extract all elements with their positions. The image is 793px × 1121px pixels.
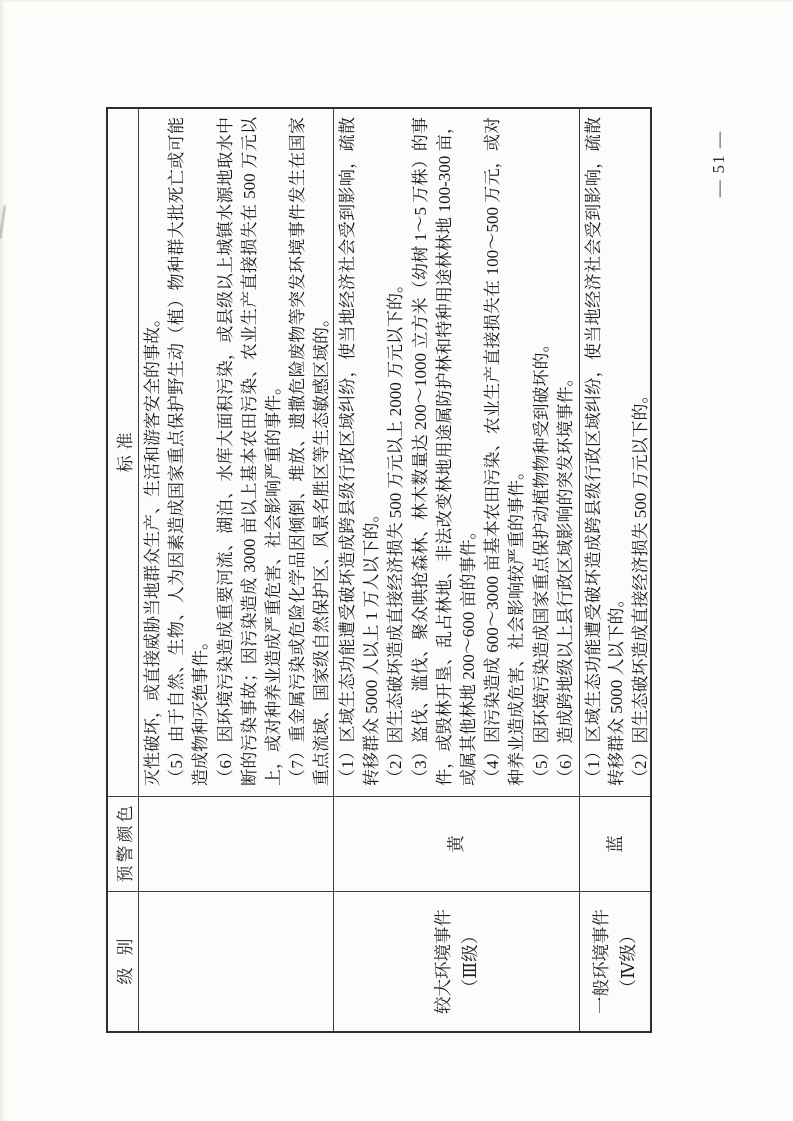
warning-color-cell-blue: 蓝: [580, 796, 650, 891]
standard-cell-continuation: [139, 109, 334, 796]
standard-item: （5）由于自然、生物、人为因素造成国家重点保护野生动（植）物种群大批死亡或可能造成物种灭绝事件。: [167, 117, 211, 786]
standard-item: （1）区域生态功能遭受破坏造成跨县级行政区域纠纷，使当地经济社会受到影响，疏散转移群众 5000 人以上 1 万人以下的。: [338, 117, 382, 786]
standard-item: （4）因污染造成 600～3000 亩基本农田污染、农业生产直接损失在 100～500 万元，或对种养业造成危害、社会影响较严重的事件。: [483, 117, 527, 786]
level-cell-continuation: [139, 891, 334, 1031]
standard-item: （5）因环境污染造成国家重点保护动植物物种受到破坏的。: [531, 335, 551, 786]
standard-item: （3）盗伐、滥伐、聚众哄抢森林、林木数量达 200～1000 立方米（幼树 1～5 万株）的事件，或毁林开垦、乱占林地、非法改变林地用途属防护林和特种用途林林地 100-300 亩，或属其他林地 200～600 亩的事件。: [410, 117, 479, 786]
header-standard: 标准: [108, 109, 139, 796]
header-level: 级别: [108, 891, 139, 1031]
standard-item: （1）区域生态功能遭受破坏造成跨县级行政区域纠纷，使当地经济社会受到影响，疏散转移群众 5000 人以下的。: [584, 117, 627, 786]
warning-color-cell-yellow: 黄: [334, 796, 580, 891]
incident-classification-table: [106, 107, 652, 1033]
level-name: 较大环境事件: [432, 909, 453, 1014]
standard-item: （6）造成跨地级以上县行政区域影响的突发环境事件。: [555, 369, 575, 786]
standard-item: （7）重金属污染或危险化学品因倾倒、堆放、遗撒危险废物等突发环境事件发生在国家重点流域、国家级自然保护区、风景名胜区等生态敏感区域的。: [288, 117, 332, 786]
page-number: — 51 —: [709, 130, 728, 197]
level-grade: （Ⅳ级）: [618, 926, 638, 997]
warning-color-cell-continuation: [139, 796, 334, 891]
header-warning-color: 预警颜色: [108, 796, 139, 891]
standard-cell-iii: [334, 109, 580, 796]
standard-item: （2）因生态破坏造成直接经济损失 500 万元以下的。: [630, 386, 650, 786]
level-cell-iii: [334, 891, 580, 1031]
level-name: 一般环境事件: [591, 909, 611, 1014]
standard-item: （2）因生态破坏造成直接经济损失 500 万元以上 2000 万元以下的。: [386, 276, 406, 786]
level-grade: （Ⅲ级）: [459, 926, 480, 997]
standard-cell-iv: [580, 109, 650, 796]
standard-item: （6）因环境污染造成重要河流、湖泊、水库大面积污染，或县级以上城镇水源地取水中断的污染事故；因污染造成 3000 亩以上基本农田污染、农业生产直接损失在 500 万元以上，或对种养业造成严重危害、社会影响严重的事件。: [215, 117, 284, 786]
level-cell-iv: [580, 891, 650, 1031]
standard-item: 灭性破坏，或直接威胁当地群众生产、生活和游客安全的事故。: [143, 310, 162, 786]
